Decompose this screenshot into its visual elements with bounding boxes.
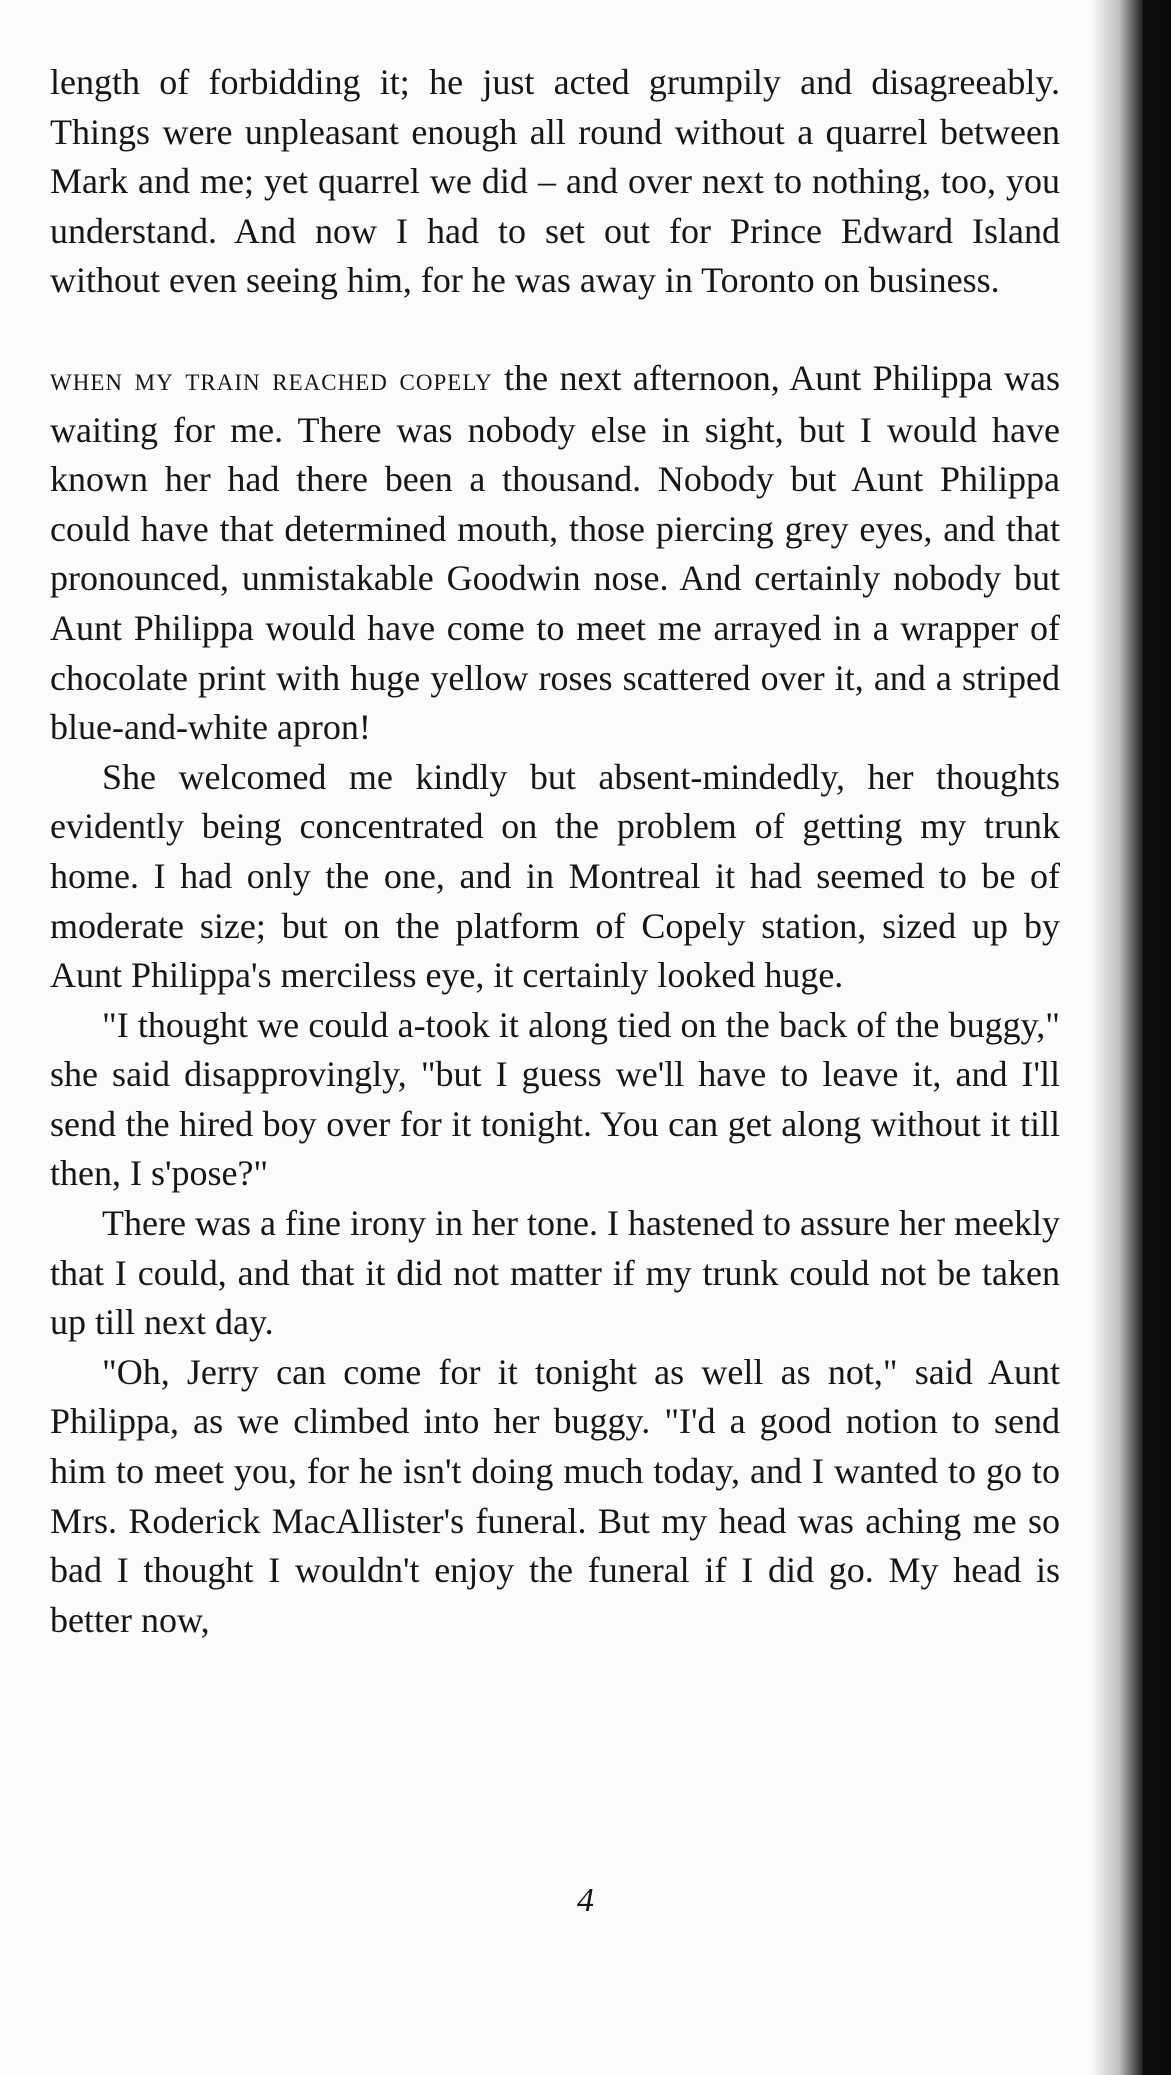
binding-edge — [1143, 0, 1171, 2075]
paragraph-2-text: the next afternoon, Aunt Philippa was waiting for me. There was nobody else in sight, but I would have known her had there been a thousand. Nobody but Aunt Philippa could have that determined mouth, those piercing grey eyes, and that pronounced, unmistakable Goodwin nose. And certainly nobody but Aunt Philippa would have come to meet me arrayed in a wrapper of chocolate print with huge yellow roses scattered over it, and a striped blue-and-white apron! — [50, 357, 1060, 748]
paragraph-2 — [50, 354, 1060, 753]
paragraph-3: She welcomed me kindly but absent-mindedly, her thoughts evidently being concentrated on the problem of getting my trunk home. I had only the one, and in Montreal it had seemed to be of moderate size; but on the platform of Copely station, sized up by Aunt Philippa's merciless eye, it certainly looked huge. — [50, 756, 1060, 996]
paragraph-1: length of forbidding it; he just acted grumpily and disagreeably. Things were unpleasant enough all round without a quarrel between Mark and me; yet quarrel we did – and over next to nothing, too, you understand. And now I had to set out for Prince Edward Island without even seeing him, for he was away in Toronto on business. — [50, 62, 1060, 301]
page-number: 4 — [577, 1882, 594, 1919]
paragraph-4: "I thought we could a-took it along tied on the back of the buggy," she said disapprovingly, "but I guess we'll have to leave it, and I'll send the hired boy over for it tonight. You can get along without it till then, I s'pose?" — [50, 1004, 1060, 1194]
paragraph-5: There was a fine irony in her tone. I hastened to assure her meekly that I could, and that it did not matter if my trunk could not be taken up till next day. — [50, 1203, 1060, 1343]
section-lead-smallcaps: when my train reached copely — [50, 361, 493, 398]
body-text — [50, 58, 1060, 1645]
paragraph-6: "Oh, Jerry can come for it tonight as well as not," said Aunt Philippa, as we climbed into her buggy. "I'd a good notion to send him to meet you, for he isn't doing much today, and I wanted to go to Mrs. Roderick MacAllister's funeral. But my head was aching me so bad I thought I wouldn't enjoy the funeral if I did go. My head is better now, — [50, 1351, 1060, 1640]
